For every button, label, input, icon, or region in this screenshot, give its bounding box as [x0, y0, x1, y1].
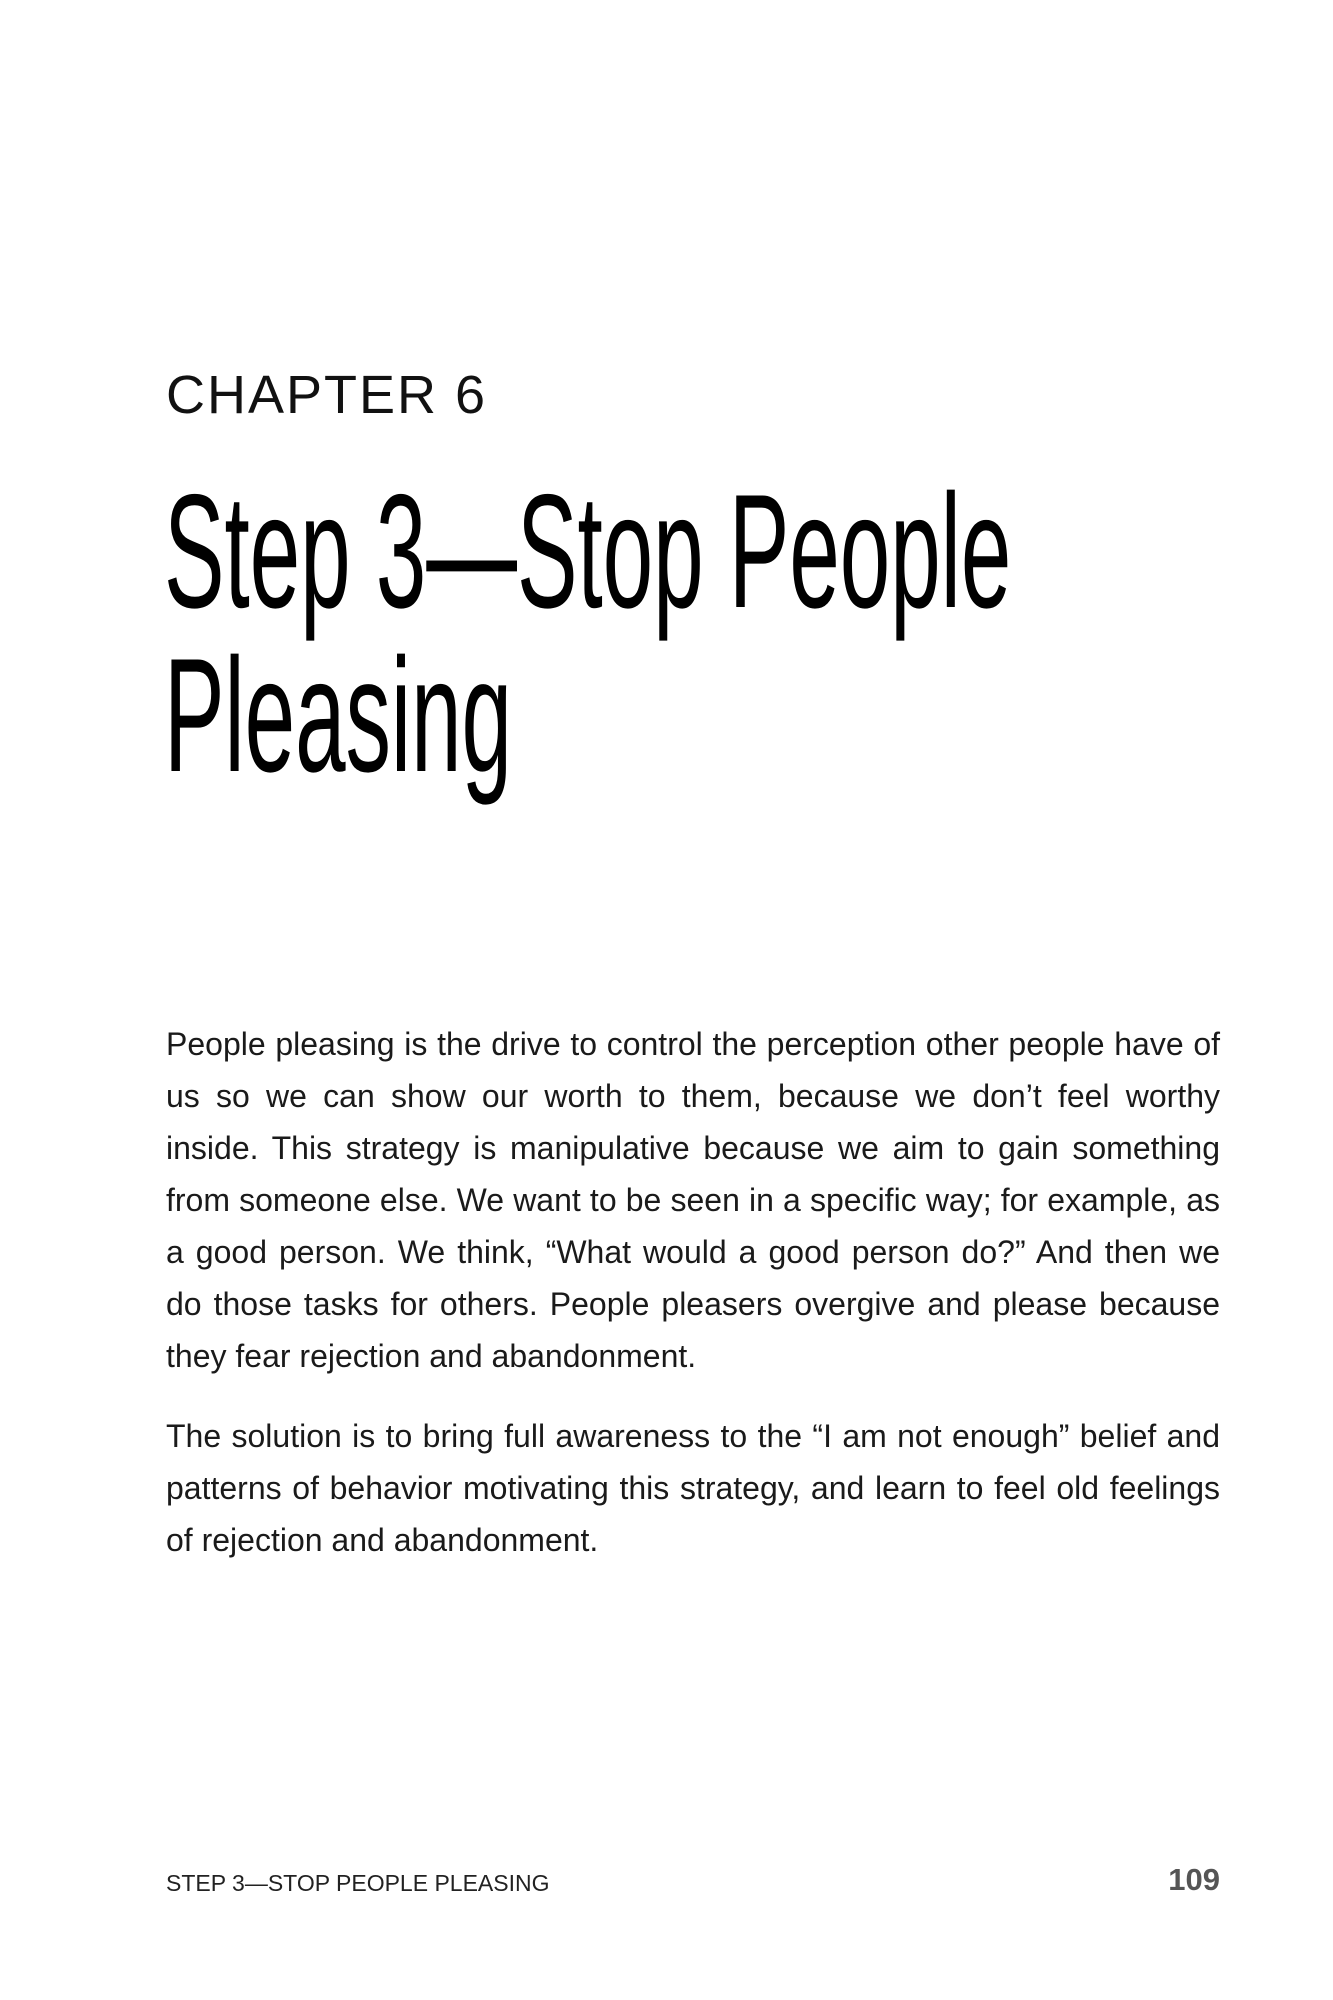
chapter-title-line-2: Pleasing	[164, 625, 512, 806]
chapter-title-line-1: Step 3—Stop People	[164, 461, 1012, 642]
body-text	[166, 1018, 1220, 1594]
body-paragraph-2: The solution is to bring full awareness to the “I am not enough” belief and patterns of behavior motivating this strategy, and learn to feel old feelings of rejection and abandonment.	[166, 1418, 1220, 1558]
running-head: STEP 3—STOP PEOPLE PLEASING	[166, 1870, 550, 1896]
chapter-label: CHAPTER 6	[166, 365, 488, 425]
page-number: 109	[1168, 1862, 1220, 1897]
body-paragraph-1: People pleasing is the drive to control the perception other people have of us so we can show our worth to them, because we don’t feel worthy inside. This strategy is manipulative because we aim to gain something from someone else. We want to be seen in a specific way; for example, as a good person. We think, “What would a good person do?” And then we do those tasks for others. People pleasers overgive and please because they fear rejection and abandonment.	[166, 1026, 1220, 1374]
chapter-title	[164, 461, 1012, 806]
